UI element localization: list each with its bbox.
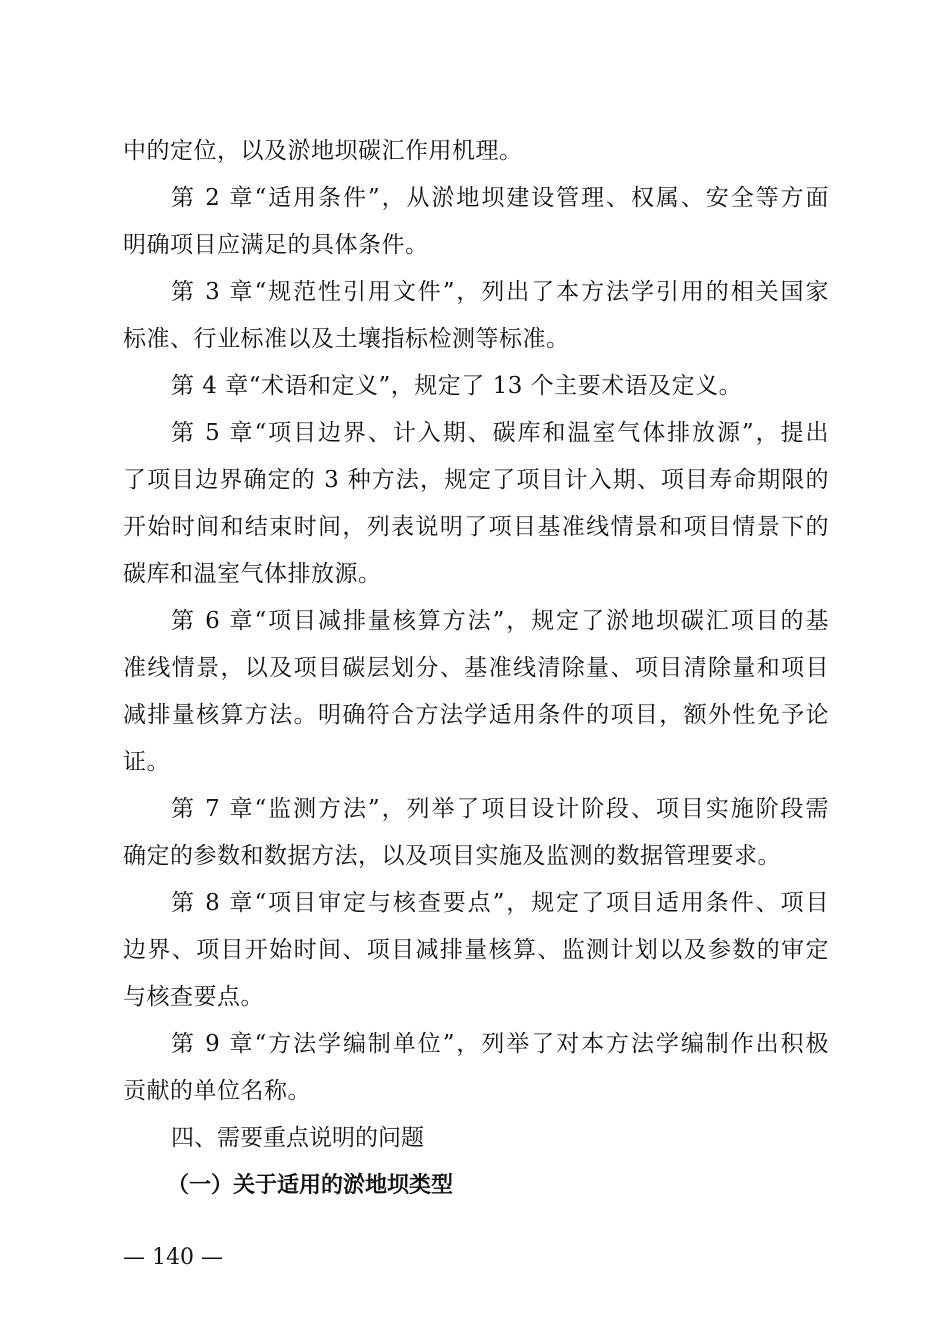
paragraph-chapter-2 <box>123 175 829 269</box>
text-line: 第 2 章“适用条件”，从淤地坝建设管理、权属、安全等方面 <box>171 185 829 211</box>
document-body <box>123 128 829 1209</box>
text-line: 边界、项目开始时间、项目减排量核算、监测计划以及参数的审定 <box>123 937 829 963</box>
text-line: 第 9 章“方法学编制单位”，列举了对本方法学编制作出积极 <box>171 1031 829 1057</box>
paragraph-intro-end <box>123 128 829 175</box>
text-line: 第 8 章“项目审定与核查要点”，规定了项目适用条件、项目 <box>171 890 829 916</box>
paragraph-chapter-7 <box>123 786 829 880</box>
page-number: — 140 — <box>123 1245 223 1270</box>
paragraph-chapter-9 <box>123 1021 829 1115</box>
text-line: 与核查要点。 <box>123 984 264 1010</box>
paragraph-chapter-5 <box>123 410 829 598</box>
text-line: 开始时间和结束时间，列表说明了项目基准线情景和项目情景下的 <box>123 514 829 540</box>
section-heading: 四、需要重点说明的问题 <box>171 1125 424 1151</box>
text-line: 碳库和温室气体排放源。 <box>123 561 382 587</box>
text-line: 第 6 章“项目减排量核算方法”，规定了淤地坝碳汇项目的基 <box>171 608 829 634</box>
text-line: 明确项目应满足的具体条件。 <box>123 232 429 258</box>
subsection-heading: （一）关于适用的淤地坝类型 <box>167 1173 454 1198</box>
paragraph-chapter-8 <box>123 880 829 1021</box>
text-line: 第 4 章“术语和定义”，规定了 13 个主要术语及定义。 <box>171 373 743 399</box>
text-line: 了项目边界确定的 3 种方法，规定了项目计入期、项目寿命期限的 <box>123 467 829 493</box>
text-line: 中的定位，以及淤地坝碳汇作用机理。 <box>123 138 523 164</box>
text-line: 减排量核算方法。明确符合方法学适用条件的项目，额外性免予论 <box>123 702 829 728</box>
text-line: 第 5 章“项目边界、计入期、碳库和温室气体排放源”，提出 <box>171 420 829 446</box>
text-line: 确定的参数和数据方法，以及项目实施及监测的数据管理要求。 <box>123 843 781 869</box>
text-line: 准线情景，以及项目碳层划分、基准线清除量、项目清除量和项目 <box>123 655 829 681</box>
text-line: 第 3 章“规范性引用文件”，列出了本方法学引用的相关国家 <box>171 279 829 305</box>
text-line: 证。 <box>123 749 170 775</box>
text-line: 贡献的单位名称。 <box>123 1078 311 1104</box>
paragraph-chapter-6 <box>123 598 829 786</box>
text-line: 第 7 章“监测方法”，列举了项目设计阶段、项目实施阶段需 <box>171 796 829 822</box>
text-line: 标准、行业标准以及土壤指标检测等标准。 <box>123 326 570 352</box>
paragraph-chapter-4 <box>123 363 829 410</box>
paragraph-chapter-3 <box>123 269 829 363</box>
